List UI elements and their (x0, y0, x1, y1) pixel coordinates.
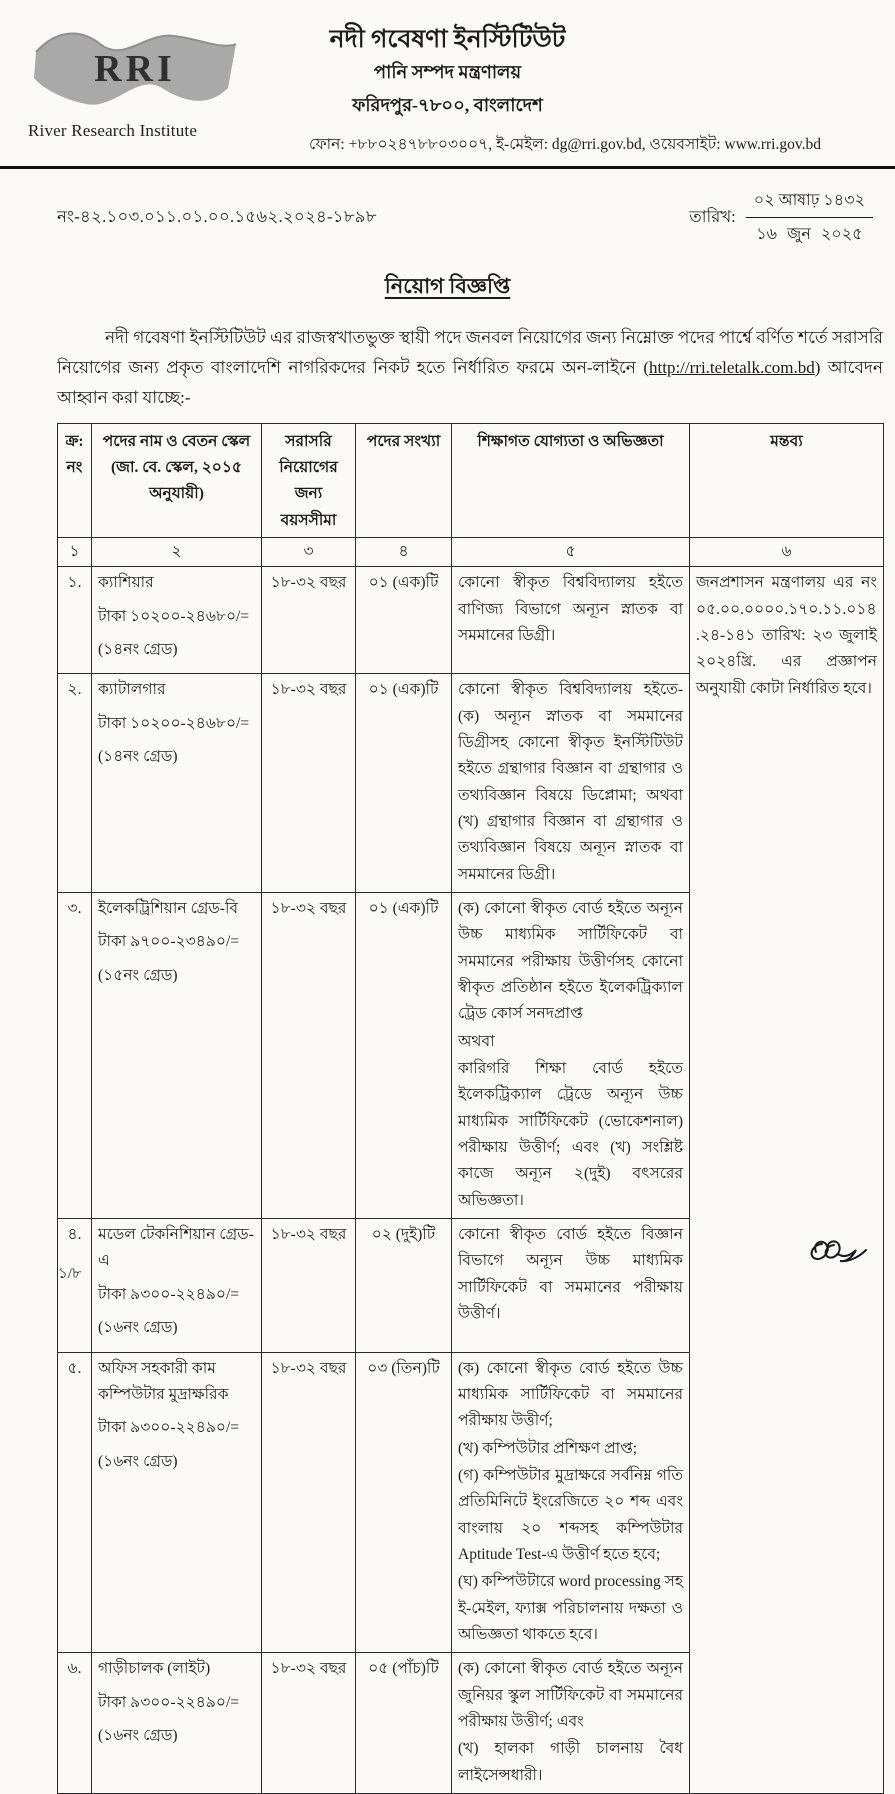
post-line: গাড়ীচালক (লাইট) (98, 1656, 255, 1682)
remark-cell: জনপ্রশাসন মন্ত্রণালয় এর নং ০৫.০০.০০০০.১৭০.১১.০১৪.২৪-১৪১ তারিখ: ২৩ জুলাই ২০২৪খ্রি. এর প্রজ্ঞাপন অনুযায়ী কোটা নির্ধারিত হবে। (690, 567, 884, 1794)
post-name-cell (92, 1653, 262, 1794)
qualification-paragraph: (খ) হালকা গাড়ী চালনায় বৈধ লাইসেন্সধারী। (458, 1736, 683, 1789)
column-number-2: ২ (92, 537, 262, 566)
column-number-4: ৪ (356, 537, 452, 566)
letterhead-center (213, 24, 683, 122)
qualification-cell (452, 1653, 690, 1794)
post-line: টাকা ৯৩০০-২২৪৯০/= (98, 1282, 255, 1308)
qualification-cell (452, 674, 690, 893)
qualification-cell (452, 1219, 690, 1352)
post-line: (১৬নং গ্রেড) (98, 1449, 255, 1475)
column-number-5: ৫ (452, 537, 690, 566)
positions-table-head (58, 423, 884, 567)
age-limit-cell: ১৮-৩২ বছর (262, 674, 356, 893)
column-header-2: পদের নাম ও বেতন স্কেল (জা. বে. স্কেল, ২০১৫ অনুযায়ী) (92, 423, 262, 537)
post-line: ক্যাশিয়ার (98, 570, 255, 596)
svg-text:RRI: RRI (94, 48, 176, 90)
post-line: ক্যাটালগার (98, 677, 255, 703)
post-line: (১৬নং গ্রেড) (98, 1723, 255, 1749)
column-header-5: শিক্ষাগত যোগ্যতা ও অভিজ্ঞতা (452, 423, 690, 537)
post-line: (১৪নং গ্রেড) (98, 637, 255, 663)
vacancy-count-cell: ০৫ (পাঁচ)টি (356, 1653, 452, 1794)
signature-mark-icon (798, 1232, 870, 1281)
date-block (689, 187, 873, 248)
serial-cell: ৬. (58, 1653, 92, 1794)
post-name-cell (92, 1219, 262, 1352)
age-limit-cell: ১৮-৩২ বছর (262, 1653, 356, 1794)
vacancy-count-cell: ০৩ (তিন)টি (356, 1352, 452, 1653)
post-line: মডেল টেকনিশিয়ান গ্রেড-এ (98, 1222, 255, 1275)
post-line: (১৪নং গ্রেড) (98, 744, 255, 770)
vacancy-count-cell: ০১ (এক)টি (356, 674, 452, 893)
qualification-paragraph: (গ) কম্পিউটার মুদ্রাক্ষরে সর্বনিম্ন গতি প্রতিমিনিটে ইংরেজিতে ২০ শব্দ এবং বাংলায় ২০ শব্দসহ কম্পিউটার Aptitude Test-এ উত্তীর্ণ হতে হবে; (458, 1463, 683, 1568)
page-number: ১/৮ (58, 1262, 82, 1287)
post-name-cell (92, 567, 262, 674)
column-number-1: ১ (58, 537, 92, 566)
qualification-paragraph: কোনো স্বীকৃত বিশ্ববিদ্যালয় হইতে- (ক) অন্যূন স্নাতক বা সমমানের ডিগ্রীসহ কোনো স্বীকৃত ইনস্টিটিউট হইতে গ্রন্থাগার বিজ্ঞান বা গ্রন্থাগার ও তথ্যবিজ্ঞান বিষয়ে ডিপ্লোমা; অথবা (খ) গ্রন্থাগার বিজ্ঞান বা গ্রন্থাগার ও তথ্যবিজ্ঞান বিষয়ে অন্যূন স্নাতক বা সমমানের ডিগ্রী। (458, 677, 683, 888)
post-line: (১৬নং গ্রেড) (98, 1315, 255, 1341)
post-line: টাকা ৯৩০০-২২৪৯০/= (98, 1690, 255, 1716)
rri-logo-icon (28, 26, 243, 114)
qualification-paragraph: (ক) কোনো স্বীকৃত বোর্ড হইতে উচ্চ মাধ্যমিক সার্টিফিকেট বা সমমানের পরীক্ষায় উত্তীর্ণ; (458, 1356, 683, 1435)
serial-cell: ২. (58, 674, 92, 893)
qualification-paragraph: (খ) কম্পিউটার প্রশিক্ষণ প্রাপ্ত; (458, 1436, 683, 1462)
post-name-cell (92, 1352, 262, 1653)
ministry-name: পানি সম্পদ মন্ত্রণালয় (213, 58, 683, 89)
column-header-1: ক্র: নং (58, 423, 92, 537)
table-row (58, 567, 884, 674)
post-line: টাকা ১০২০০-২৪৬৮০/= (98, 604, 255, 630)
qualification-paragraph: (ঘ) কম্পিউটারে word processing সহ ই-মেইল, ফ্যাক্স পরিচালনায় দক্ষতা ও অভিজ্ঞতা থাকতে হবে। (458, 1569, 683, 1648)
qualification-paragraph: অথবা (458, 1029, 683, 1055)
post-line: টাকা ৯৩০০-২২৪৯০/= (98, 1415, 255, 1441)
application-url: http://rri.teletalk.com.bd (649, 358, 815, 377)
post-name-cell (92, 674, 262, 893)
column-number-3: ৩ (262, 537, 356, 566)
vacancy-count-cell: ০১ (এক)টি (356, 893, 452, 1219)
column-header-4: পদের সংখ্যা (356, 423, 452, 537)
column-header-3: সরাসরি নিয়োগের জন্য বয়সসীমা (262, 423, 356, 537)
rri-logo-block (28, 26, 258, 141)
intro-text-after: ) আবেদন আহ্বান করা যাচ্ছে:- (57, 358, 883, 407)
age-limit-cell: ১৮-৩২ বছর (262, 893, 356, 1219)
age-limit-cell: ১৮-৩২ বছর (262, 1219, 356, 1352)
date-bangla: ০২ আষাঢ় ১৪৩২ (746, 187, 873, 218)
intro-paragraph (57, 323, 883, 412)
positions-table (57, 423, 884, 1794)
intro-text-before: নদী গবেষণা ইনস্টিটিউট এর রাজস্বখাতভুক্ত স্থায়ী পদে জনবল নিয়োগের জন্য নিম্নোক্ত পদের পার্শ্বে বর্ণিত শর্তে সরাসরি নিয়োগের জন্য প্রকৃত বাংলাদেশি নাগরিকদের নিকট হতে নির্ধারিত ফরমে অন-লাইনে ( (57, 328, 883, 377)
memo-date-row (57, 187, 873, 248)
serial-cell: ১. (58, 567, 92, 674)
org-name: নদী গবেষণা ইনস্টিটিউট (213, 24, 683, 55)
qualification-paragraph: কোনো স্বীকৃত বোর্ড হইতে বিজ্ঞান বিভাগে অন্যূন উচ্চ মাধ্যমিক সার্টিফিকেট বা সমমানের পরীক্ষায় উত্তীর্ণ। (458, 1222, 683, 1327)
qualification-cell (452, 567, 690, 674)
date-label: তারিখ: (689, 204, 735, 231)
post-line: অফিস সহকারী কাম কম্পিউটার মুদ্রাক্ষরিক (98, 1356, 255, 1409)
post-name-cell (92, 893, 262, 1219)
date-english: ১৬ জুন ২০২৫ (746, 218, 873, 248)
serial-cell: ৩. (58, 893, 92, 1219)
org-address: ফরিদপুর-৭৮০০, বাংলাদেশ (213, 91, 683, 122)
post-line: (১৫নং গ্রেড) (98, 963, 255, 989)
qualification-paragraph: কোনো স্বীকৃত বিশ্ববিদ্যালয় হইতে বাণিজ্য বিভাগে অন্যূন স্নাতক বা সমমানের ডিগ্রী। (458, 570, 683, 649)
column-number-6: ৬ (690, 537, 884, 566)
serial-cell: ৪. (58, 1219, 92, 1352)
post-line: টাকা ১০২০০-২৪৬৮০/= (98, 711, 255, 737)
vacancy-count-cell: ০২ (দুই)টি (356, 1219, 452, 1352)
vacancy-count-cell: ০১ (এক)টি (356, 567, 452, 674)
column-header-6: মন্তব্য (690, 423, 884, 537)
serial-cell: ৫. (58, 1352, 92, 1653)
qualification-paragraph: (ক) কোনো স্বীকৃত বোর্ড হইতে অন্যূন জুনিয়র স্কুল সার্টিফিকেট বা সমমানের পরীক্ষায় উত্তীর্ণ; এবং (458, 1656, 683, 1735)
qualification-paragraph: কারিগরি শিক্ষা বোর্ড হইতে ইলেকট্রিক্যাল ট্রেডে অন্যূন উচ্চ মাধ্যমিক সার্টিফিকেট (ভোকেশনাল) পরীক্ষায় উত্তীর্ণ; এবং (খ) সংশ্লিষ্ট কাজে অন্যূন ২(দুই) বৎসরের অভিজ্ঞতা। (458, 1056, 683, 1214)
date-stack (746, 187, 873, 248)
header-divider (0, 166, 895, 169)
memo-number: নং-৪২.১০৩.০১১.০১.০০.১৫৬২.২০২৪-১৮৯৮ (57, 204, 377, 231)
post-line: ইলেকট্রিশিয়ান গ্রেড-বি (98, 896, 255, 922)
post-line: টাকা ৯৭০০-২৩৪৯০/= (98, 929, 255, 955)
contact-line: ফোন: +৮৮০২৪৭৮৮০৩০০৭, ই-মেইল: dg@rri.gov.bd, ওয়েবসাইট: www.rri.gov.bd (215, 132, 895, 158)
qualification-cell (452, 1352, 690, 1653)
qualification-paragraph: (ক) কোনো স্বীকৃত বোর্ড হইতে অন্যূন উচ্চ মাধ্যমিক সার্টিফিকেট বা সমমানের পরীক্ষায় উত্তীর্ণসহ কোনো স্বীকৃত প্রতিষ্ঠান হইতে ইলেকট্রিক্যাল ট্রেড কোর্স সনদপ্রাপ্ত (458, 896, 683, 1028)
age-limit-cell: ১৮-৩২ বছর (262, 1352, 356, 1653)
letterhead (0, 0, 895, 158)
notice-title: নিয়োগ বিজ্ঞপ্তি (0, 270, 895, 305)
logo-caption: River Research Institute (28, 121, 258, 141)
qualification-cell (452, 893, 690, 1219)
positions-table-body (58, 567, 884, 1794)
age-limit-cell: ১৮-৩২ বছর (262, 567, 356, 674)
